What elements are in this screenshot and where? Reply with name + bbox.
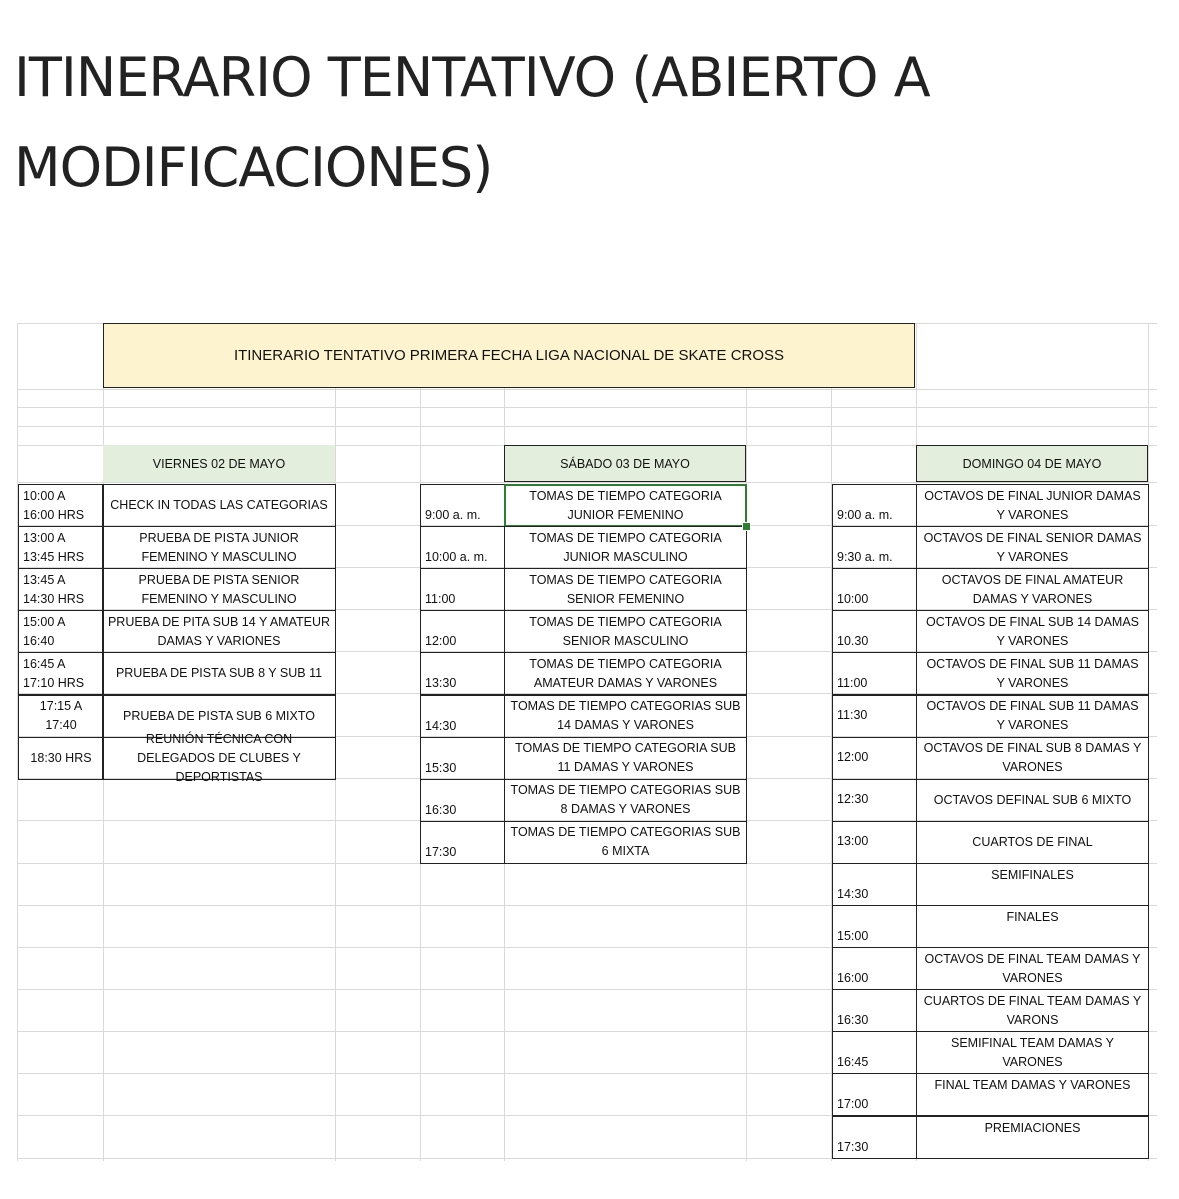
viernes-time-cell[interactable]: 13:00 A 13:45 HRS [18,526,104,569]
domingo-time-cell[interactable]: 16:30 [832,989,917,1032]
sabado-time-cell[interactable]: 17:30 [420,821,505,864]
viernes-activity-cell[interactable]: CHECK IN TODAS LAS CATEGORIAS [102,484,336,527]
viernes-activity-cell[interactable]: PRUEBA DE PITA SUB 14 Y AMATEUR DAMAS Y VARIONES [102,610,336,653]
sabado-activity-cell[interactable]: TOMAS DE TIEMPO CATEGORIA JUNIOR MASCULINO [504,526,747,569]
sabado-time-cell[interactable]: 14:30 [420,695,505,738]
domingo-activity-cell[interactable]: OCTAVOS DE FINAL SUB 8 DAMAS Y VARONES [916,737,1149,780]
sabado-time-cell[interactable]: 12:00 [420,610,505,653]
domingo-activity-cell[interactable]: OCTAVOS DE FINAL SENIOR DAMAS Y VARONES [916,526,1149,569]
gridline-horizontal [17,389,1157,390]
domingo-activity-cell[interactable]: PREMIACIONES [916,1116,1149,1159]
gridline-horizontal [17,407,1157,408]
domingo-activity-cell[interactable]: OCTAVOS DEFINAL SUB 6 MIXTO [916,779,1149,822]
domingo-time-cell[interactable]: 14:30 [832,863,917,906]
domingo-time-cell[interactable]: 11:00 [832,652,917,695]
sabado-activity-cell[interactable]: TOMAS DE TIEMPO CATEGORIAS SUB 14 DAMAS Y VARONES [504,695,747,738]
domingo-time-cell[interactable]: 17:00 [832,1073,917,1116]
viernes-activity-cell[interactable]: PRUEBA DE PISTA SUB 6 MIXTO [102,695,336,738]
gridline-horizontal [17,426,1157,427]
sabado-activity-cell[interactable]: TOMAS DE TIEMPO CATEGORIA SENIOR FEMENINO [504,568,747,611]
sabado-time-cell[interactable]: 10:00 a. m. [420,526,505,569]
sabado-activity-cell[interactable]: TOMAS DE TIEMPO CATEGORIA SUB 11 DAMAS Y VARONES [504,737,747,780]
domingo-activity-cell[interactable]: OCTAVOS DE FINAL TEAM DAMAS Y VARONES [916,947,1149,990]
sabado-activity-cell[interactable]: TOMAS DE TIEMPO CATEGORIAS SUB 8 DAMAS Y VARONES [504,779,747,822]
viernes-time-cell[interactable]: 17:15 A 17:40 [18,695,104,738]
domingo-activity-cell[interactable]: OCTAVOS DE FINAL SUB 11 DAMAS Y VARONES [916,652,1149,695]
domingo-time-cell[interactable]: 11:30 [832,695,917,738]
domingo-time-cell[interactable]: 9:00 a. m. [832,484,917,527]
domingo-time-cell[interactable]: 10.30 [832,610,917,653]
sabado-activity-cell[interactable]: TOMAS DE TIEMPO CATEGORIA SENIOR MASCULINO [504,610,747,653]
sabado-time-cell[interactable]: 13:30 [420,652,505,695]
domingo-time-cell[interactable]: 13:00 [832,821,917,864]
sabado-activity-cell[interactable]: TOMAS DE TIEMPO CATEGORIA AMATEUR DAMAS Y VARONES [504,652,747,695]
domingo-activity-cell[interactable]: OCTAVOS DE FINAL SUB 14 DAMAS Y VARONES [916,610,1149,653]
viernes-activity-cell[interactable]: PRUEBA DE PISTA SENIOR FEMENINO Y MASCULINO [102,568,336,611]
viernes-time-cell[interactable]: 16:45 A 17:10 HRS [18,652,104,695]
domingo-activity-cell[interactable]: OCTAVOS DE FINAL SUB 11 DAMAS Y VARONES [916,695,1149,738]
domingo-activity-cell[interactable]: OCTAVOS DE FINAL AMATEUR DAMAS Y VARONES [916,568,1149,611]
sabado-header[interactable]: SÁBADO 03 DE MAYO [504,445,746,482]
viernes-time-cell[interactable]: 10:00 A 16:00 HRS [18,484,104,527]
page-title-line-2: MODIFICACIONES) [14,136,493,199]
page-title-line-1: ITINERARIO TENTATIVO (ABIERTO A [14,46,930,109]
domingo-activity-cell[interactable]: CUARTOS DE FINAL TEAM DAMAS Y VARONS [916,989,1149,1032]
viernes-activity-cell[interactable]: PRUEBA DE PISTA SUB 8 Y SUB 11 [102,652,336,695]
domingo-time-cell[interactable]: 12:30 [832,779,917,822]
domingo-activity-cell[interactable]: SEMIFINALES [916,863,1149,906]
domingo-activity-cell[interactable]: FINAL TEAM DAMAS Y VARONES [916,1073,1149,1116]
domingo-time-cell[interactable]: 12:00 [832,737,917,780]
selection-fill-handle[interactable] [742,522,751,531]
domingo-activity-cell[interactable]: SEMIFINAL TEAM DAMAS Y VARONES [916,1031,1149,1074]
viernes-time-cell[interactable]: 13:45 A 14:30 HRS [18,568,104,611]
sabado-time-cell[interactable]: 9:00 a. m. [420,484,505,527]
viernes-time-cell[interactable]: 18:30 HRS [18,737,104,780]
domingo-activity-cell[interactable]: CUARTOS DE FINAL [916,821,1149,864]
domingo-activity-cell[interactable]: OCTAVOS DE FINAL JUNIOR DAMAS Y VARONES [916,484,1149,527]
domingo-time-cell[interactable]: 16:00 [832,947,917,990]
viernes-time-cell[interactable]: 15:00 A 16:40 [18,610,104,653]
domingo-time-cell[interactable]: 15:00 [832,905,917,948]
sabado-activity-cell[interactable]: TOMAS DE TIEMPO CATEGORIAS SUB 6 MIXTA [504,821,747,864]
domingo-activity-cell[interactable]: FINALES [916,905,1149,948]
viernes-activity-cell[interactable]: PRUEBA DE PISTA JUNIOR FEMENINO Y MASCULINO [102,526,336,569]
domingo-time-cell[interactable]: 16:45 [832,1031,917,1074]
schedule-banner[interactable]: ITINERARIO TENTATIVO PRIMERA FECHA LIGA NACIONAL DE SKATE CROSS [103,323,915,388]
gridline-horizontal [17,482,1157,483]
domingo-time-cell[interactable]: 10:00 [832,568,917,611]
domingo-time-cell[interactable]: 17:30 [832,1116,917,1159]
sabado-time-cell[interactable]: 15:30 [420,737,505,780]
viernes-activity-cell[interactable]: REUNIÓN TÉCNICA CON DELEGADOS DE CLUBES Y DEPORTISTAS [102,737,336,780]
sabado-time-cell[interactable]: 11:00 [420,568,505,611]
domingo-time-cell[interactable]: 9:30 a. m. [832,526,917,569]
sabado-time-cell[interactable]: 16:30 [420,779,505,822]
sabado-activity-cell[interactable]: TOMAS DE TIEMPO CATEGORIA JUNIOR FEMENINO [504,484,747,527]
domingo-header[interactable]: DOMINGO 04 DE MAYO [916,445,1148,482]
viernes-header[interactable]: VIERNES 02 DE MAYO [103,445,335,482]
